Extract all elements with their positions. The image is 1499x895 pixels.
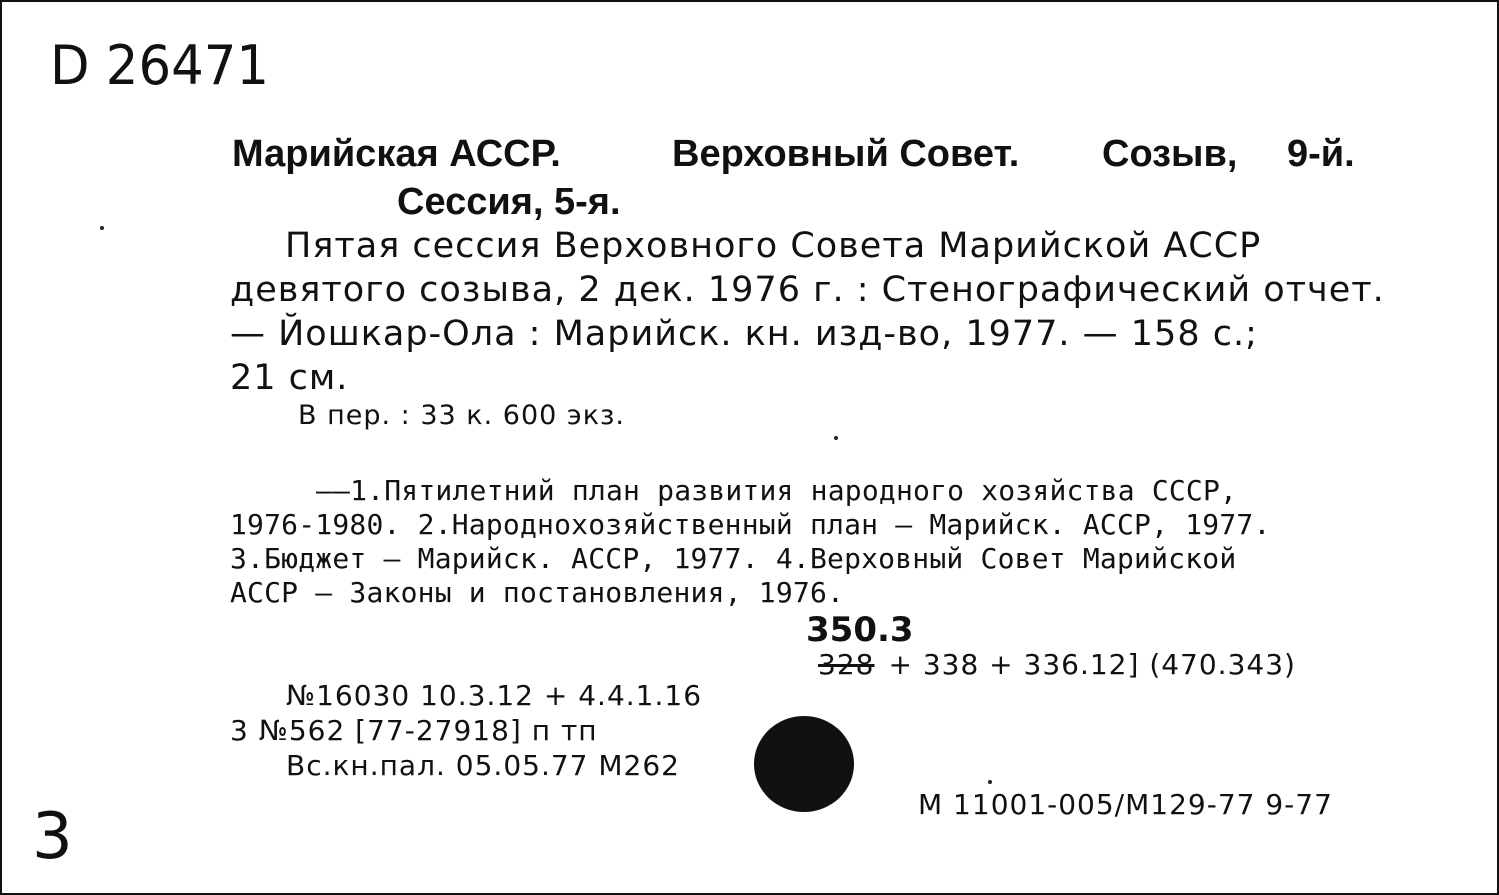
heading-subbody: Верховный Совет. [672,133,1020,175]
handwritten-classification: 350.3 [806,610,914,650]
publisher-code: М 11001-005/М129-77 9-77 [918,788,1333,821]
code-line: №16030 10.3.12 + 4.4.1.16 [286,679,703,712]
subject-line: 1976-1980. 2.Народнохозяйственный план — Марийск. АССР, 1977. [230,508,1271,541]
subject-headings [230,474,1400,610]
subject-line: ——1.Пятилетний план развития народного хозяйства СССР, [316,474,1238,507]
struck-classification: 328 [818,648,875,681]
registration-codes [230,678,702,783]
code-line: 3 №562 [77-27918] п тп [230,714,598,747]
handwritten-card-number: 3 [32,800,73,874]
title-line: Пятая сессия Верховного Совета Марийской АССР [285,226,1262,266]
subject-line: 3.Бюджет — Марийск. АССР, 1977. 4.Верховный Совет Марийской [230,542,1237,575]
title-line: 21 см. [230,358,349,398]
punch-hole [754,716,854,812]
heading-convocation-number: 9-й. [1287,133,1355,175]
handwritten-call-number: D 26471 [50,34,270,97]
code-line: Вс.кн.пал. 05.05.77 М262 [286,749,680,782]
heading-session: Сессия, 5-я. [397,181,621,223]
ink-speck [100,226,104,230]
subject-line: АССР — Законы и постановления, 1976. [230,576,845,609]
title-statement [230,224,1402,400]
title-line: девятого созыва, 2 дек. 1976 г. : Стенографический отчет. [230,270,1385,310]
ink-speck [834,436,838,440]
classification-numbers [818,648,1296,681]
ink-speck [988,780,992,784]
heading-corporate-body: Марийская АССР. [232,133,561,175]
card-heading [232,130,1402,226]
heading-convocation: Созыв, [1102,133,1238,175]
title-line: — Йошкар-Ола : Марийск. кн. изд-во, 1977. — 158 с.; [230,314,1258,354]
classification-rest: + 338 + 336.12] (470.343) [888,648,1296,681]
price-and-print-run: В пер. : 33 к. 600 экз. [298,400,625,431]
